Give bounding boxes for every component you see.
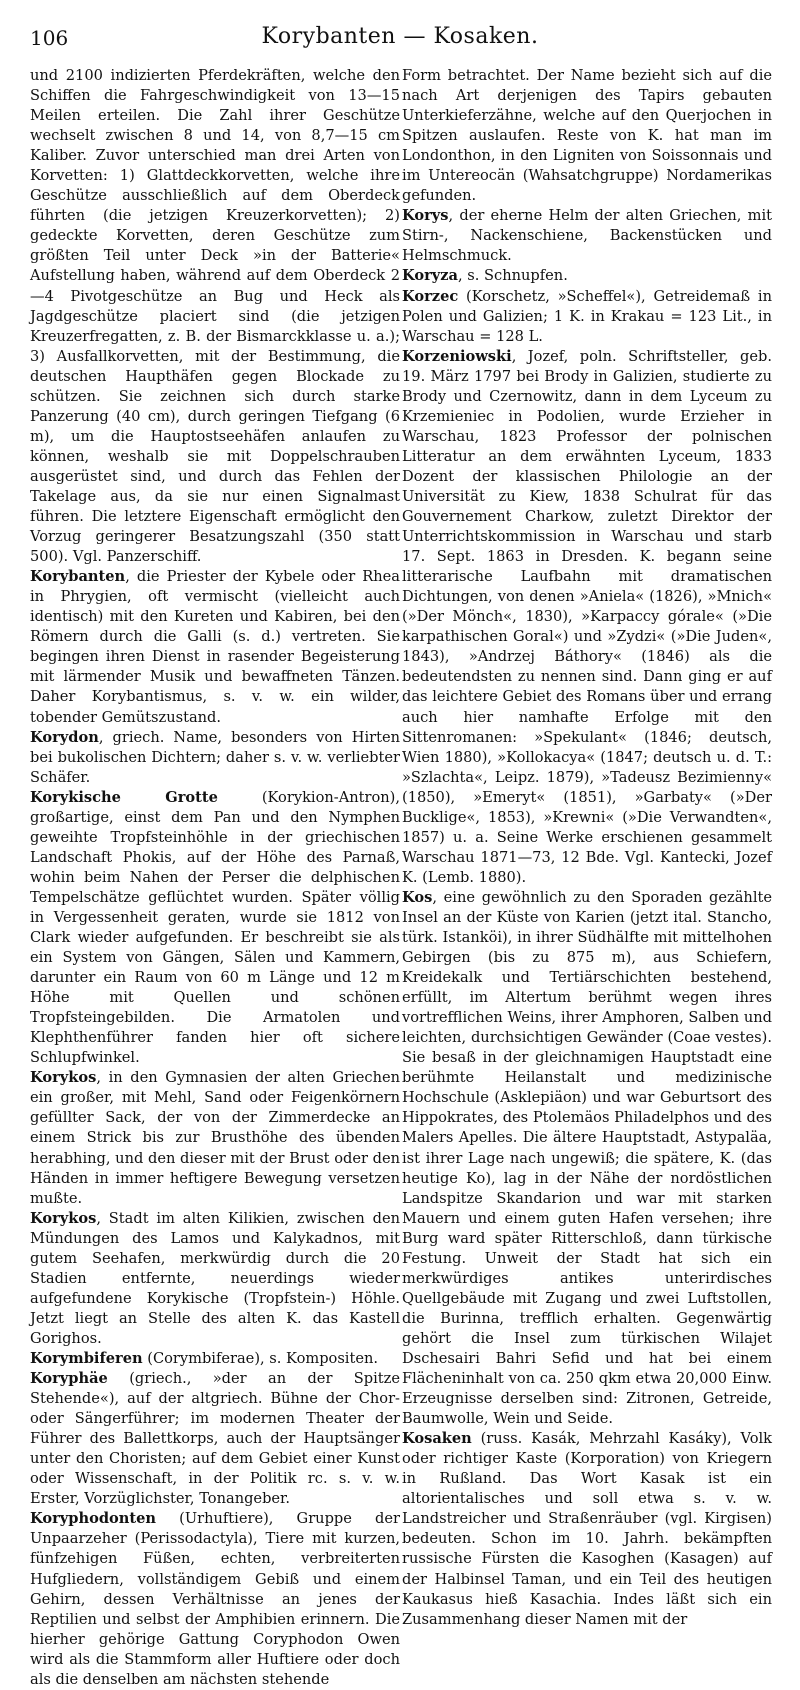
entry-continuation	[30, 66, 400, 567]
entry-text: , der eherne Helm der alten Griechen, mit Stirn-, Nackenschiene, Backenstücken und Helmschmuck.	[402, 207, 772, 265]
entry-text: Form betrachtet. Der Name bezieht sich auf die nach Art derjenigen des Tapirs gebauten Unterkieferzähne, welche auf den Querjochen in Spitzen auslaufen. Reste von K. hat man im Londonthon, in den Ligniten von Soissonnais und im Untereocän (Wahsatchgruppe) Nordamerikas gefunden.	[402, 67, 772, 205]
entry-text: , Stadt im alten Kilikien, zwischen den Mündungen des Lamos und Kalykadnos, mit gutem Seehafen, merkwürdig durch die 20 Stadien entfernte, neuerdings wieder aufgefundene Korykische (Tropfstein-) Höhle. Jetzt liegt an Stelle des alten K. das Kastell Gorighos.	[30, 1209, 400, 1347]
entry-text: , s. Schnupfen.	[458, 267, 568, 285]
entry-headword: Kosaken	[402, 1430, 472, 1448]
entry-continuation	[402, 66, 772, 206]
entry-text: , die Priester der Kybele oder Rhea in Phrygien, oft vermischt (vielleicht auch identisch) mit den Kureten und Kabiren, bei den Römern durch die Galli (s. d.) vertreten. Sie begingen ihren Dienst in rasender Begeisterung mit lärmender Musik und bewaffneten Tänzen. Daher Korybantismus, s. v. w. ein wilder, tobender Gemütszustand.	[30, 568, 400, 726]
entry-text: (Korschetz, »Scheffel«), Getreidemaß in Polen und Galizien; 1 K. in Krakau = 123 Lit., in Warschau = 128 L.	[402, 287, 772, 345]
page-header	[0, 0, 800, 60]
entry-headword: Korykos	[30, 1069, 97, 1087]
entry-headword: Korykos	[30, 1209, 97, 1227]
entry-text: , griech. Name, besonders von Hirten bei bukolischen Dichtern; daher s. v. w. verliebter Schäfer.	[30, 728, 400, 786]
entry-headword: Kos	[402, 888, 433, 906]
entry-headword: Korys	[402, 207, 449, 225]
entry-korzeniowski	[402, 347, 772, 888]
entry-koryza	[402, 266, 772, 286]
entry-text: (Korykion-Antron), großartige, einst dem Pan und den Nymphen geweihte Tropfsteinhöhle in der griechischen Landschaft Phokis, auf der Höhe des Parnaß, wohin beim Nahen der Perser die delphischen Tempelschätze geflüchtet wurden. Später völlig in Vergessenheit geraten, wurde sie 1812 von Clark wieder aufgefunden. Er beschreibt sie als ein System von Gängen, Sälen und Kammern, darunter ein Raum von 60 m Länge und 12 m Höhe mit Quellen und schönen Tropfsteingebilden. Die Armatolen und Klephthenführer fanden hier oft sichere Schlupfwinkel.	[30, 788, 400, 1067]
entry-text: (Urhuftiere), Gruppe der Unpaarzeher (Perissodactyla), Tiere mit kurzen, fünfzehigen Füßen, echten, verbreiterten Hufgliedern, vollständigem Gebiß und einem Gehirn, dessen Verhältnisse an jenes der Reptilien und selbst der Amphibien erinnern. Die hierher gehörige Gattung Coryphodon Owen wird als die Stammform aller Huftiere oder doch als die denselben am nächsten stehende	[30, 1510, 400, 1688]
entry-korydon	[30, 728, 400, 788]
entry-headword: Koryphäe	[30, 1370, 108, 1388]
entry-text: und 2100 indizierten Pferdekräften, welche den Schiffen die Fahrgeschwindigkeit von 13—15 Meilen erteilen. Die Zahl ihrer Geschütze wechselt zwischen 8 und 14, von 8,7—15 cm Kaliber. Zuvor unterschied man drei Arten von Korvetten: 1) Glattdeckkorvetten, welche ihre Geschütze ausschließlich auf dem Oberdeck führten (die jetzigen Kreuzerkorvetten); 2) gedeckte Korvetten, deren Geschütze zum größten Teil unter Deck »in der Batterie« Aufstellung haben, während auf dem Oberdeck 2—4 Pivotgeschütze an Bug und Heck als Jagdgeschütze placiert sind (die jetzigen Kreuzerfregatten, z. B. der Bismarckklasse u. a.); 3) Ausfallkorvetten, mit der Bestimmung, die deutschen Haupthäfen gegen Blockade zu schützen. Sie zeichnen sich durch starke Panzerung (40 cm), durch geringen Tiefgang (6 m), um die Hauptostseehäfen anlaufen zu können, weshalb sie mit Doppelschrauben ausgerüstet sind, und durch das Fehlen der Takelage aus, da sie nur einen Signalmast führen. Die letztere Eigenschaft ermöglicht den Vorzug geringerer Besatzungszahl (350 statt 500). Vgl. Panzerschiff.	[30, 67, 400, 566]
page-number: 106	[30, 26, 69, 50]
entry-koryphodonten	[30, 1509, 400, 1689]
entry-korykische-grotte	[30, 788, 400, 1069]
right-column	[402, 66, 772, 1628]
running-head: Korybanten — Kosaken.	[261, 24, 539, 49]
entry-kosaken	[402, 1429, 772, 1629]
entry-headword: Korybanten	[30, 568, 126, 586]
entry-text: (Corymbiferae), s. Kompositen.	[142, 1350, 379, 1367]
entry-headword: Korzeniowski	[402, 347, 512, 365]
entry-text: , Jozef, poln. Schriftsteller, geb. 19. März 1797 bei Brody in Galizien, studierte zu Brody und Czernowitz, dann in dem Lyceum zu Krzemieniec in Podolien, wurde Erzieher in Warschau, 1823 Professor der polnischen Litteratur an dem erwähnten Lyceum, 1833 Dozent der klassischen Philologie an der Universität zu Kiew, 1838 Schulrat für das Gouvernement Charkow, zuletzt Direktor der Unterrichtskommission in Warschau und starb 17. Sept. 1863 in Dresden. K. begann seine litterarische Laufbahn mit dramatischen Dichtungen, von denen »Aniela« (1826), »Mnich« (»Der Mönch«, 1830), »Karpaccy górale« (»Die karpathischen Goral«) und »Zydzi« (»Die Juden«, 1843), »Andrzej Báthory« (1846) als die bedeutendsten zu nennen sind. Dann ging er auf das leichtere Gebiet des Romans über und errang auch hier namhafte Erfolge mit den Sittenromanen: »Spekulant« (1846; deutsch, Wien 1880), »Kollokacya« (1847; deutsch u. d. T.: »Szlachta«, Leipz. 1879), »Tadeusz Bezimienny« (1850), »Emeryt« (1851), »Garbaty« (»Der Bucklige«, 1853), »Krewni« (»Die Verwandten«, 1857) u. a. Seine Werke erschienen gesammelt Warschau 1871—73, 12 Bde. Vgl. Kantecki, Jozef K. (Lemb. 1880).	[402, 347, 772, 886]
entry-korykos-stadt	[30, 1209, 400, 1349]
entry-korys	[402, 206, 772, 266]
entry-headword: Korykische Grotte	[30, 788, 218, 806]
entry-text: , in den Gymnasien der alten Griechen ein großer, mit Mehl, Sand oder Feigenkörnern gefüllter Sack, der von der Zimmerdecke an einem Strick bis zur Brusthöhe des übenden herabhing, und den dieser mit der Brust oder den Händen in immer heftigere Bewegung versetzen mußte.	[30, 1069, 400, 1207]
entry-headword: Koryza	[402, 267, 459, 285]
entry-korymbiferen	[30, 1349, 400, 1369]
entry-korzec	[402, 287, 772, 347]
entry-text: , eine gewöhnlich zu den Sporaden gezählte Insel an der Küste von Karien (jetzt ital. Stancho, türk. Istanköi), in ihrer Südhälfte mit mittelhohen Gebirgen (bis zu 875 m), aus Schiefern, Kreidekalk und Tertiärschichten bestehend, erfüllt, im Altertum berühmt wegen ihres vortrefflichen Weins, ihrer Amphoren, Salben und leichten, durchsichtigen Gewänder (Coae vestes). Sie besaß in der gleichnamigen Hauptstadt eine berühmte Heilanstalt und medizinische Hochschule (Asklepiäon) und war Geburtsort des Hippokrates, des Ptolemäos Philadelphos und des Malers Apelles. Die ältere Hauptstadt, Astypaläa, ist ihrer Lage nach ungewiß; die spätere, K. (das heutige Ko), lag in der Nähe der nordöstlichen Landspitze Skandarion und war mit starken Mauern und einem guten Hafen versehen; ihre Burg ward später Ritterschloß, dann türkische Festung. Unweit der Stadt hat sich ein merkwürdiges antikes unterirdisches Quellgebäude mit Zugang und zwei Luftstollen, die Burinna, trefflich erhalten. Gegenwärtig gehört die Insel zum türkischen Wilajet Dschesairi Bahri Sefid und hat bei einem Flächeninhalt von ca. 250 qkm etwa 20,000 Einw. Erzeugnisse derselben sind: Zitronen, Getreide, Baumwolle, Wein und Seide.	[402, 888, 772, 1428]
entry-text: (russ. Kasák, Mehrzahl Kasáky), Volk oder richtiger Kaste (Korporation) von Kriegern in Rußland. Das Wort Kasak ist ein altorientalisches und soll etwa s. v. w. Landstreicher und Straßenräuber (vgl. Kirgisen) bedeuten. Schon im 10. Jahrh. bekämpften russische Fürsten die Kasoghen (Kasagen) auf der Halbinsel Taman, und ein Teil des heutigen Kaukasus hieß Kasachia. Indes läßt sich ein Zusammenhang dieser Namen mit der	[402, 1430, 772, 1628]
entry-korykos-sack	[30, 1068, 400, 1208]
entry-headword: Korydon	[30, 728, 99, 746]
entry-headword: Korymbiferen	[30, 1350, 143, 1367]
entry-headword: Koryphodonten	[30, 1510, 156, 1528]
entry-headword: Korzec	[402, 287, 459, 305]
entry-koryphaee	[30, 1369, 400, 1509]
entry-kos	[402, 888, 772, 1429]
entry-korybanten	[30, 567, 400, 727]
left-column	[30, 66, 400, 1688]
entry-text: (griech., »der an der Spitze Stehende«), auf der altgriech. Bühne der Chor- oder Sängerführer; im modernen Theater der Führer des Ballettkorps, auch der Hauptsänger unter den Choristen; auf dem Gebiet einer Kunst oder Wissenschaft, in der Politik rc. s. v. w. Erster, Vorzüglichster, Tonangeber.	[30, 1370, 400, 1508]
